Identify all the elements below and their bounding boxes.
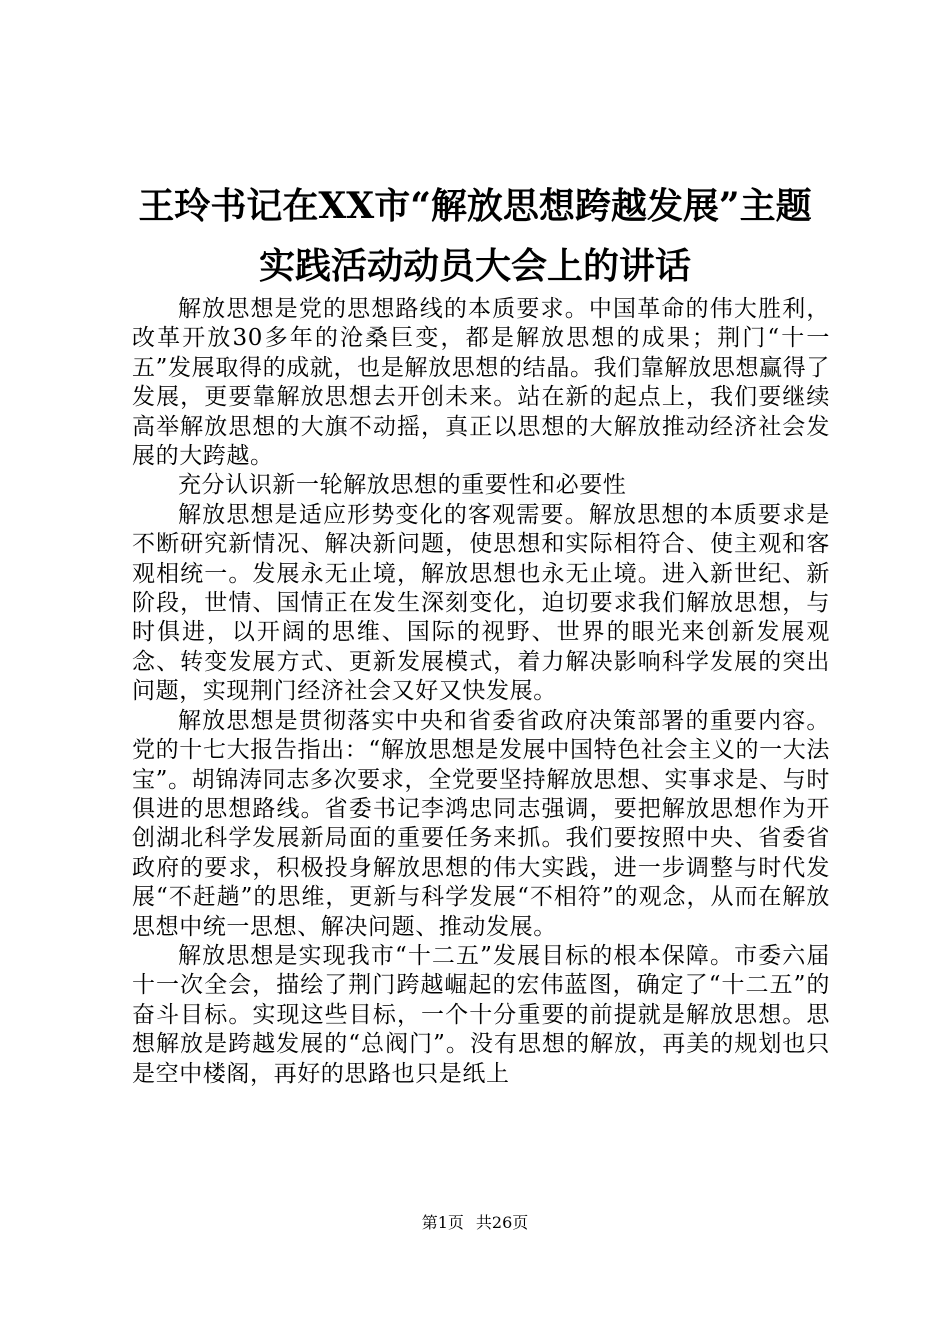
document-title-line-1: 王玲书记在XX市“解放思想跨越发展”主题 bbox=[138, 185, 812, 227]
page-total: 共26页 bbox=[475, 1213, 529, 1232]
document-body bbox=[132, 295, 830, 1089]
page-number: 第1页 bbox=[421, 1213, 464, 1232]
paragraph: 解放思想是贯彻落实中央和省委省政府决策部署的重要内容。党的十七大报告指出：“解放思想是发展中国特色社会主义的一大法宝”。胡锦涛同志多次要求，全党要坚持解放思想、实事求是、与时俱进的思想路线。省委书记李鸿忠同志强调，要把解放思想作为开创湖北科学发展新局面的重要任务来抓。我们要按照中央、省委省政府的要求，积极投身解放思想的伟大实践，进一步调整与时代发展“不赶趟”的思维，更新与科学发展“不相符”的观念，从而在解放思想中统一思想、解决问题、推动发展。 bbox=[132, 707, 830, 940]
paragraph: 解放思想是党的思想路线的本质要求。中国革命的伟大胜利，改革开放30多年的沧桑巨变，都是解放思想的成果；荆门“十一五”发展取得的成就，也是解放思想的结晶。我们靠解放思想赢得了发展，更要靠解放思想去开创未来。站在新的起点上，我们要继续高举解放思想的大旗不动摇，真正以思想的大解放推动经济社会发展的大跨越。 bbox=[132, 296, 830, 470]
paragraph: 解放思想是实现我市“十二五”发展目标的根本保障。市委六届十一次全会，描绘了荆门跨越崛起的宏伟蓝图，确定了“十二五”的奋斗目标。实现这些目标，一个十分重要的前提就是解放思想。思想解放是跨越发展的“总阀门”。没有思想的解放，再美的规划也只是空中楼阁，再好的思路也只是纸上 bbox=[132, 942, 830, 1087]
section-heading: 充分认识新一轮解放思想的重要性和必要性 bbox=[178, 472, 627, 499]
paragraph: 解放思想是适应形势变化的客观需要。解放思想的本质要求是不断研究新情况、解决新问题，使思想和实际相符合、使主观和客观相统一。发展永无止境，解放思想也永无止境。进入新世纪、新阶段，世情、国情正在发生深刻变化，迫切要求我们解放思想，与时俱进，以开阔的思维、国际的视野、世界的眼光来创新发展观念、转变发展方式、更新发展模式，着力解决影响科学发展的突出问题，实现荆门经济社会又好又快发展。 bbox=[132, 501, 830, 705]
document-title-line-2: 实践活动动员大会上的讲话 bbox=[258, 245, 691, 287]
page-footer bbox=[0, 1213, 950, 1233]
